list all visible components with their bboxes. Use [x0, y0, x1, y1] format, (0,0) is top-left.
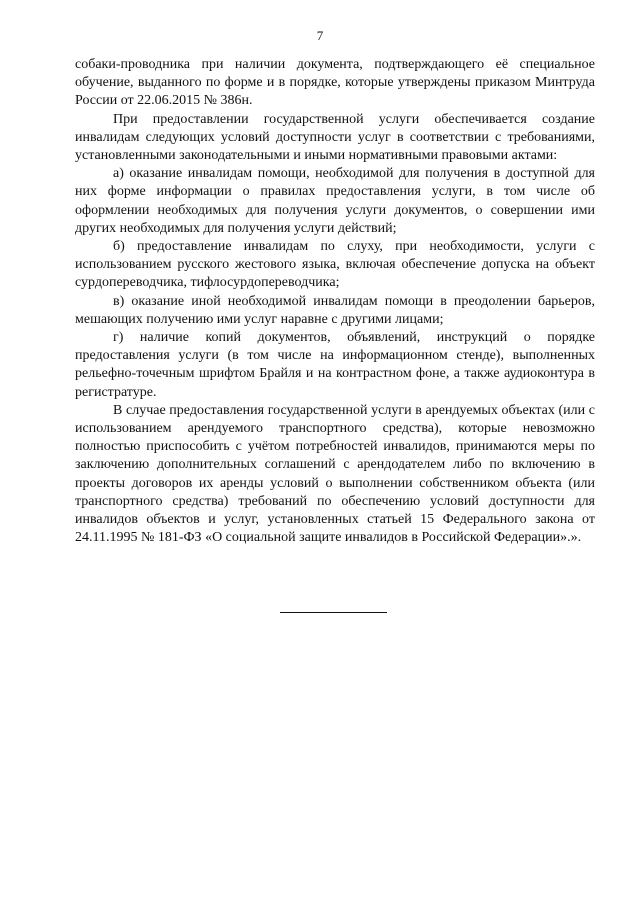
list-item-b-sign-language: б) предоставление инвалидам по слуху, при необходимости, услуги с использованием русского жестового языка, включая обеспечение допуска на объект сурдопереводчика, тифлосурдопереводчика;	[75, 239, 595, 291]
list-item-a-assistance: а) оказание инвалидам помощи, необходимой для получения в доступной для них форме информации о правилах предоставления услуги, в том числе об оформлении необходимых для получения услуги документов, о совершении ими других необходимых для получения услуги действий;	[75, 166, 595, 236]
paragraph-accessibility-conditions: При предоставлении государственной услуги обеспечивается создание инвалидам следующих условий доступности услуг в соответствии с требованиями, установленными законодательными и иными нормативными правовыми актами:	[75, 111, 595, 164]
paragraph-guide-dog-continuation: собаки-проводника при наличии документа, подтверждающего её специальное обучение, выданного по форме и в порядке, которые утверждены приказом Минтруда России от 22.06.2015 № 386н.	[75, 57, 595, 109]
end-separator-line	[280, 612, 387, 613]
page-number: 7	[316, 28, 324, 43]
list-item-v-barriers: в) оказание иной необходимой инвалидам помощи в преодолении барьеров, мешающих получению ими услуг наравне с другими лицами;	[75, 293, 595, 327]
document-body	[75, 56, 595, 547]
list-item-g-braille: г) наличие копий документов, объявлений, инструкций о порядке предоставления услуги (в том числе на информационном стенде), выполненных рельефно-точечным шрифтом Брайля и на контрастном фоне, а также аудиоконтура в регистратуре.	[75, 330, 595, 400]
paragraph-leased-objects: В случае предоставления государственной услуги в арендуемых объектах (или с использованием арендуемого транспортного средства), которые невозможно полностью приспособить с учётом потребностей инвалидов, принимаются меры по заключению дополнительных соглашений с арендодателем либо по включению в проекты договоров их аренды условий о выполнении собственником объекта (или транспортного средства) требований по обеспечению условий доступности для инвалидов объектов и услуг, установленных статьей 15 Федерального закона от 24.11.1995 № 181-ФЗ «О социальной защите инвалидов в Российской Федерации».».	[75, 402, 595, 546]
